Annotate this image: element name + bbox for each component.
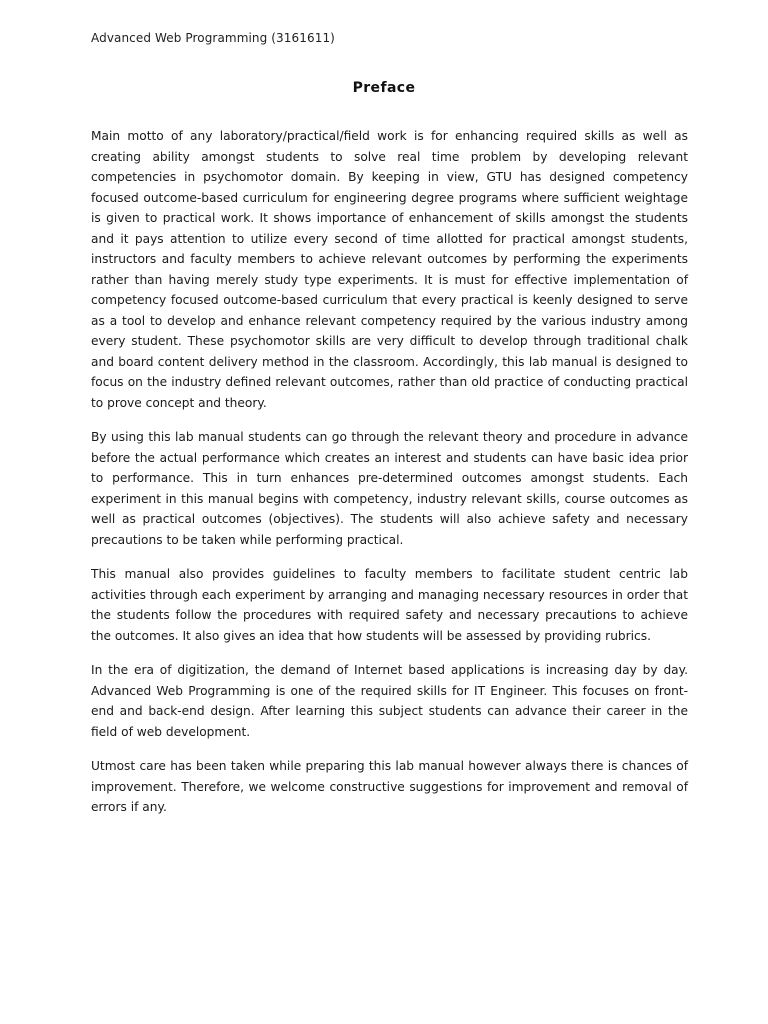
preface-body [91, 126, 688, 832]
paragraph-5: Utmost care has been taken while preparing this lab manual however always there is chances of improvement. Therefore, we welcome constructive suggestions for improvement and removal of errors if any. [91, 759, 688, 814]
page-title: Preface [352, 80, 416, 96]
paragraph-4: In the era of digitization, the demand of Internet based applications is increasing day by day. Advanced Web Programming is one of the required skills for IT Engineer. This focuses on front-end and back-end design. After learning this subject students can advance their career in the field of web development. [91, 663, 688, 739]
paragraph-3: This manual also provides guidelines to faculty members to facilitate student centric lab activities through each experiment by arranging and managing necessary resources in order that the students follow the procedures with required safety and necessary precautions to achieve the outcomes. It also gives an idea that how students will be assessed by providing rubrics. [91, 567, 688, 643]
paragraph-2: By using this lab manual students can go through the relevant theory and procedure in advance before the actual performance which creates an interest and students can have basic idea prior to performance. This in turn enhances pre-determined outcomes amongst students. Each experiment in this manual begins with competency, industry relevant skills, course outcomes as well as practical outcomes (objectives). The students will also achieve safety and necessary precautions to be taken while performing practical. [91, 430, 688, 547]
paragraph-1: Main motto of any laboratory/practical/field work is for enhancing required skills as well as creating ability amongst students to solve real time problem by developing relevant competencies in psychomotor domain. By keeping in view, GTU has designed competency focused outcome-based curriculum for engineering degree programs where sufficient weightage is given to practical work. It shows importance of enhancement of skills amongst the students and it pays attention to utilize every second of time allotted for practical amongst students, instructors and faculty members to achieve relevant outcomes by performing the experiments rather than having merely study type experiments. It is must for effective implementation of competency focused outcome-based curriculum that every practical is keenly designed to serve as a tool to develop and enhance relevant competency required by the various industry among every student. These psychomotor skills are very difficult to develop through traditional chalk and board content delivery method in the classroom. Accordingly, this lab manual is designed to focus on the industry defined relevant outcomes, rather than old practice of conducting practical to prove concept and theory. [91, 129, 688, 410]
running-header: Advanced Web Programming (3161611) [91, 31, 335, 45]
